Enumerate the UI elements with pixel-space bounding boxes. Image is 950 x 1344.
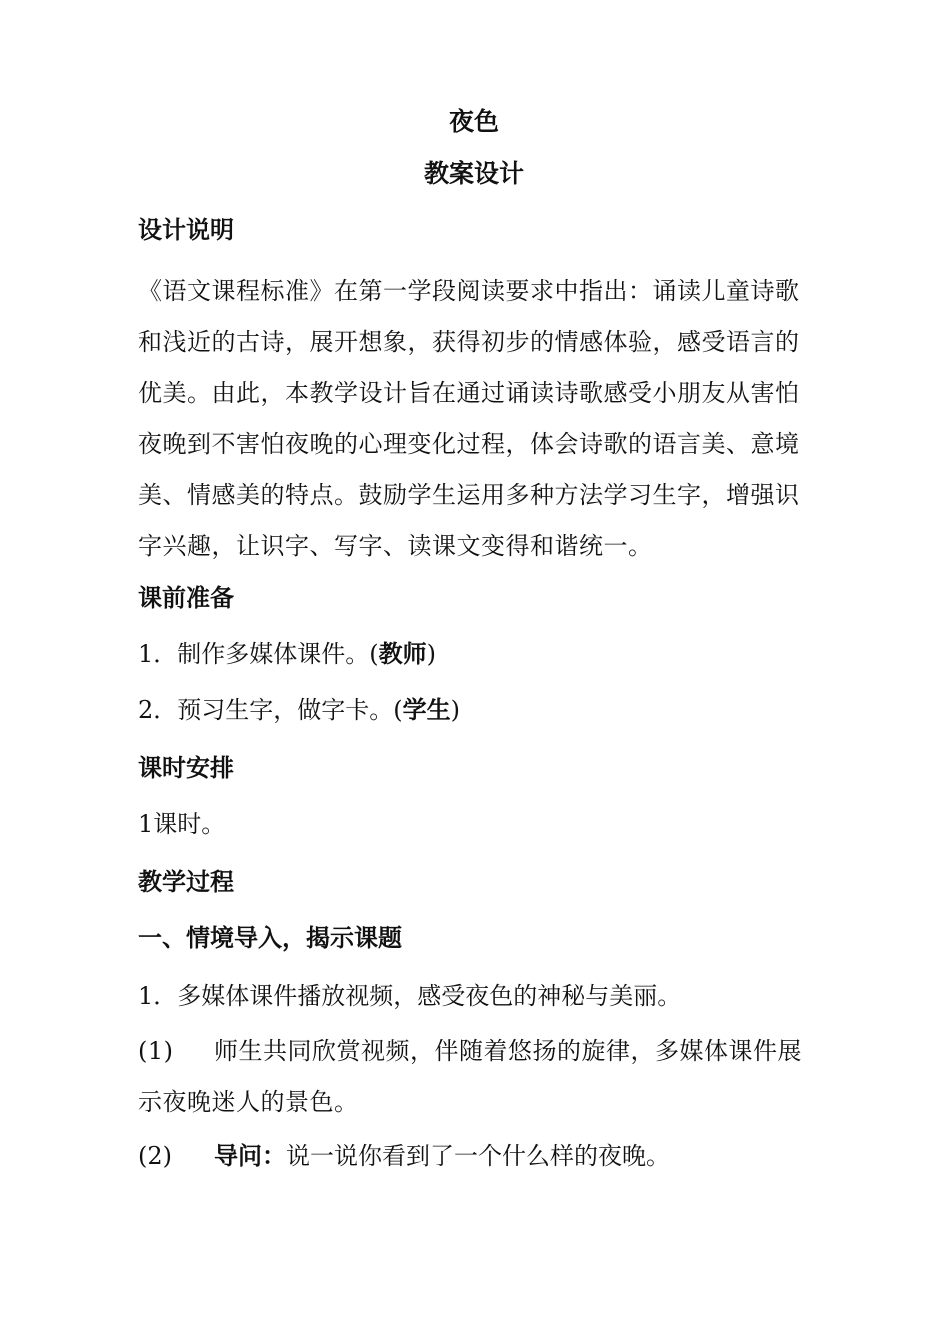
section-1-step-1: 1．多媒体课件播放视频，感受夜色的神秘与美丽。 (138, 982, 682, 1010)
design-note-heading: 设计说明 (138, 216, 234, 244)
schedule-text: 1课时。 (138, 810, 226, 838)
process-heading: 教学过程 (138, 868, 234, 896)
preparation-item-1-text: 1．制作多媒体课件。( (138, 640, 379, 668)
preparation-heading: 课前准备 (138, 584, 234, 612)
schedule-heading: 课时安排 (138, 754, 234, 782)
sub-2-label: 导问： (214, 1142, 286, 1170)
section-1-sub-1 (138, 1026, 810, 1140)
document-subtitle: 教案设计 (423, 159, 524, 188)
preparation-item-2-close: ) (450, 696, 461, 724)
document-title: 夜色 (448, 107, 499, 136)
sub-2-text: 说一说你看到了一个什么样的夜晚。 (286, 1142, 670, 1170)
design-note-body: 《语文课程标准》在第一学段阅读要求中指出：诵读儿童诗歌和浅近的古诗，展开想象，获得初步的情感体验，感受语言的优美。由此，本教学设计旨在通过诵读诗歌感受小朋友从害怕夜晚到不害怕夜晚的心理变化过程，体会诗歌的语言美、意境美、情感美的特点。鼓励学生运用多种方法学习生字，增强识字兴趣，让识字、写字、读课文变得和谐统一。 (138, 277, 800, 560)
preparation-item-2-role: 学生 (402, 696, 451, 724)
sub-1-text: 师生共同欣赏视频，伴随着悠扬的旋律，多媒体课件展示夜晚迷人的景色。 (138, 1037, 802, 1116)
preparation-item-1 (138, 638, 810, 694)
sub-1-number: (1) (138, 1037, 174, 1065)
preparation-item-2-text: 2．预习生字，做字卡。( (138, 696, 403, 724)
section-1-heading: 一、情境导入，揭示课题 (138, 924, 402, 952)
sub-2-number: (2) (138, 1142, 172, 1170)
preparation-item-1-close: ) (426, 640, 437, 668)
preparation-item-2 (138, 694, 810, 752)
document-body (138, 100, 810, 1180)
section-1-sub-2 (138, 1140, 810, 1180)
preparation-item-1-role: 教师 (378, 640, 427, 668)
